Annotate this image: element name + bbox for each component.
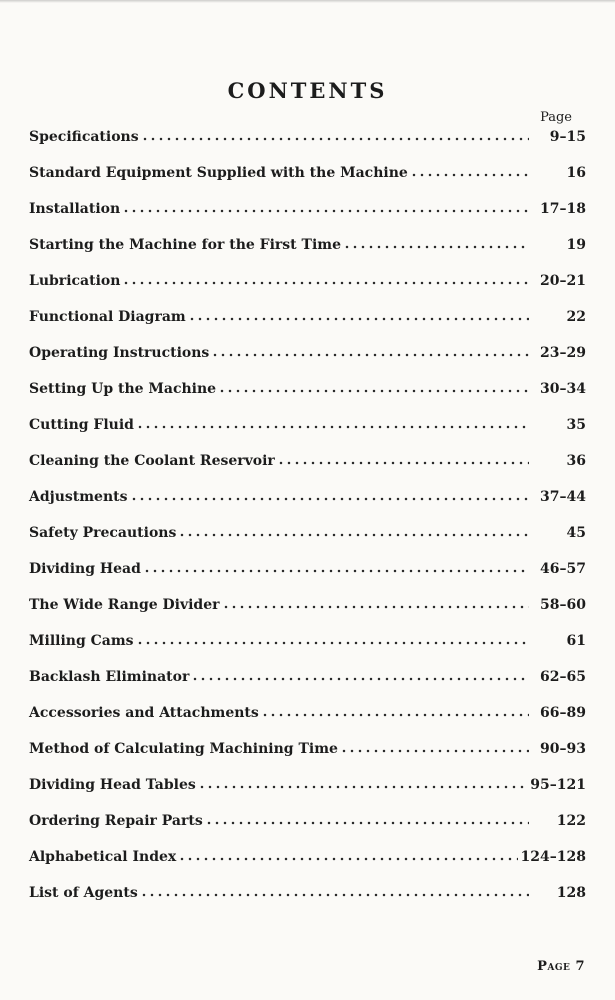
dot-leader — [142, 893, 529, 897]
toc-entry-pages: 35 — [566, 417, 586, 433]
toc-entry-pages: 90–93 — [540, 741, 586, 757]
toc-row — [29, 525, 586, 561]
toc-row — [29, 417, 586, 453]
dot-leader — [342, 749, 529, 753]
dot-leader — [207, 821, 529, 825]
toc-row — [29, 633, 586, 669]
toc-entry-title: Standard Equipment Supplied with the Machine — [29, 165, 408, 181]
toc-row — [29, 489, 586, 525]
toc-row — [29, 561, 586, 597]
toc-entry-title: Specifications — [29, 129, 139, 145]
toc-entry-pages: 19 — [566, 237, 586, 253]
dot-leader — [224, 605, 529, 609]
toc-entry-title: Installation — [29, 201, 121, 217]
dot-leader — [220, 389, 529, 393]
toc-entry-pages: 17–18 — [540, 201, 586, 217]
toc-entry-pages: 22 — [566, 309, 586, 325]
toc-row — [29, 885, 586, 921]
toc-row — [29, 345, 586, 381]
page-title: CONTENTS — [227, 78, 388, 103]
toc-entry-pages: 66–89 — [540, 705, 586, 721]
toc-entry-pages: 45 — [566, 525, 586, 541]
toc-row — [29, 129, 586, 165]
toc-row — [29, 813, 586, 849]
toc-row — [29, 849, 586, 885]
toc-entry-title: Starting the Machine for the First Time — [29, 237, 341, 253]
toc-row — [29, 777, 586, 813]
toc-entry-title: Ordering Repair Parts — [29, 813, 203, 829]
toc-entry-title: Functional Diagram — [29, 309, 186, 325]
toc-entry-title: The Wide Range Divider — [29, 597, 220, 613]
dot-leader — [143, 137, 529, 141]
toc-row — [29, 165, 586, 201]
toc-entry-pages: 20–21 — [540, 273, 586, 289]
scan-edge-shadow — [0, 0, 615, 3]
toc-entry-title: Dividing Head — [29, 561, 141, 577]
footer-page-number: Page 7 — [537, 959, 585, 974]
toc-entry-title: Safety Precautions — [29, 525, 177, 541]
dot-leader — [138, 425, 529, 429]
toc-row — [29, 237, 586, 273]
toc-entry-pages: 122 — [556, 813, 586, 829]
toc-entry-pages: 23–29 — [540, 345, 586, 361]
toc-entry-pages: 36 — [566, 453, 586, 469]
toc-row — [29, 381, 586, 417]
dot-leader — [124, 209, 529, 213]
toc-entry-title: Method of Calculating Machining Time — [29, 741, 338, 757]
toc-entry-pages: 61 — [566, 633, 586, 649]
dot-leader — [124, 281, 529, 285]
dot-leader — [412, 173, 529, 177]
toc-entry-pages: 9–15 — [549, 129, 586, 145]
toc-entry-title: Setting Up the Machine — [29, 381, 217, 397]
toc-entry-title: List of Agents — [29, 885, 138, 901]
toc-entry-title: Lubrication — [29, 273, 121, 289]
dot-leader — [180, 533, 529, 537]
toc-row — [29, 201, 586, 237]
toc-entry-pages: 124–128 — [520, 849, 586, 865]
dot-leader — [193, 677, 529, 681]
dot-leader — [263, 713, 529, 717]
toc-entry-title: Dividing Head Tables — [29, 777, 196, 793]
dot-leader — [132, 497, 530, 501]
toc-row — [29, 597, 586, 633]
toc-row — [29, 453, 586, 489]
dot-leader — [213, 353, 529, 357]
toc-entry-pages: 128 — [556, 885, 586, 901]
dot-leader — [200, 785, 528, 789]
toc-entry-title: Adjustments — [29, 489, 128, 505]
toc-entry-pages: 37–44 — [540, 489, 586, 505]
toc-entry-pages: 16 — [566, 165, 586, 181]
toc-row — [29, 741, 586, 777]
toc-entry-pages: 62–65 — [540, 669, 586, 685]
toc-row — [29, 309, 586, 345]
toc-entry-title: Backlash Eliminator — [29, 669, 190, 685]
toc-entry-title: Cutting Fluid — [29, 417, 134, 433]
toc-entry-title: Operating Instructions — [29, 345, 210, 361]
toc-row — [29, 669, 586, 705]
toc-entry-title: Accessories and Attachments — [29, 705, 259, 721]
toc-row — [29, 273, 586, 309]
dot-leader — [279, 461, 529, 465]
page-column-label: Page — [540, 110, 572, 125]
toc-entry-pages: 58–60 — [540, 597, 586, 613]
toc-entry-pages: 95–121 — [530, 777, 586, 793]
toc-entry-title: Alphabetical Index — [29, 849, 177, 865]
toc-row — [29, 705, 586, 741]
toc-entry-pages: 46–57 — [540, 561, 586, 577]
dot-leader — [190, 317, 529, 321]
dot-leader — [180, 857, 517, 861]
toc-entry-title: Cleaning the Coolant Reservoir — [29, 453, 275, 469]
dot-leader — [138, 641, 529, 645]
toc-entry-title: Milling Cams — [29, 633, 134, 649]
dot-leader — [145, 569, 529, 573]
table-of-contents — [29, 129, 586, 921]
dot-leader — [345, 245, 529, 249]
toc-entry-pages: 30–34 — [540, 381, 586, 397]
